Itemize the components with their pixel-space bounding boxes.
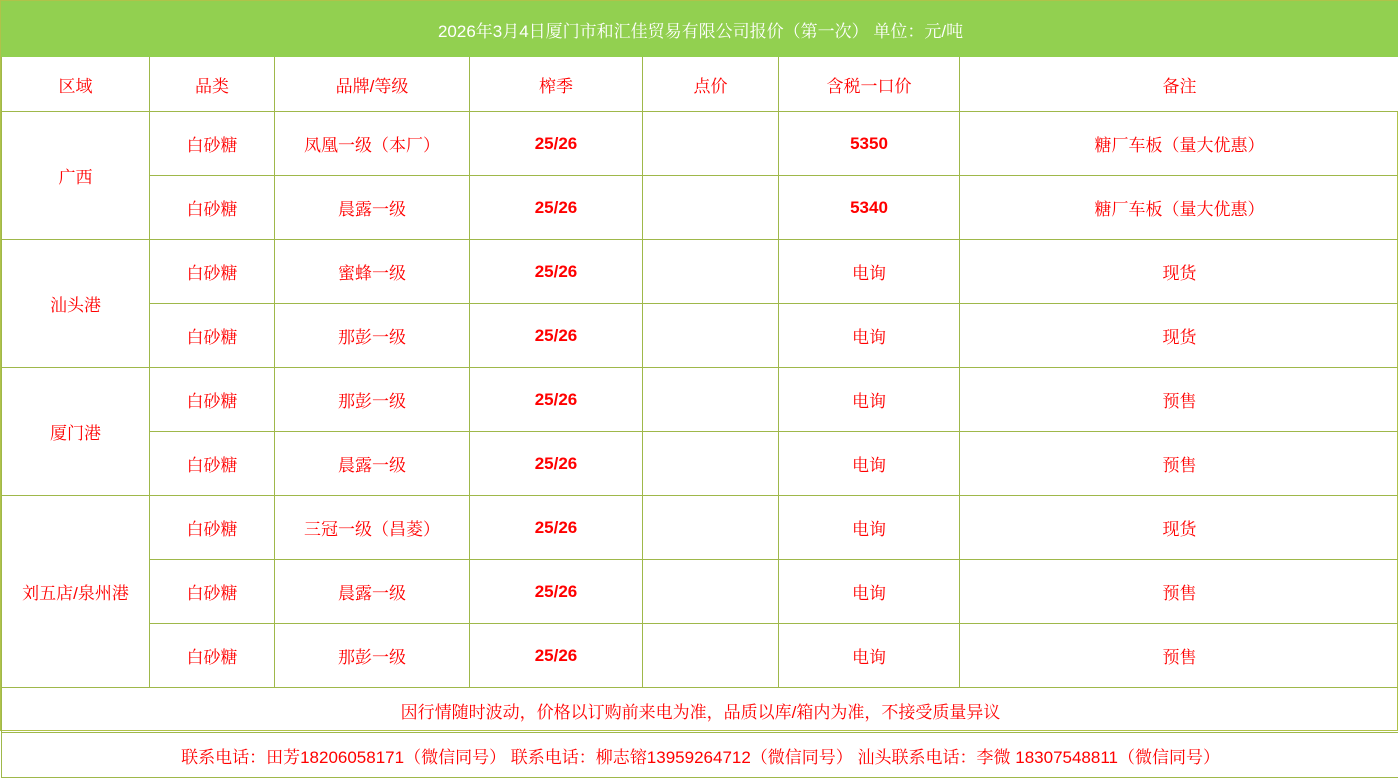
cell-tax-price: 电询	[779, 368, 960, 432]
cell-season: 25/26	[470, 112, 643, 176]
region-label-xiamen-port: 厦门港	[2, 368, 150, 496]
region-label-guangxi: 广西	[2, 112, 150, 240]
cell-category: 白砂糖	[150, 304, 275, 368]
column-header-spot-price: 点价	[643, 57, 779, 112]
table-row	[2, 560, 1398, 624]
cell-brand: 凤凰一级（本厂）	[275, 112, 470, 176]
cell-season: 25/26	[470, 176, 643, 240]
notice-text: 因行情随时波动，价格以订购前来电为准，品质以库/箱内为准，不接受质量异议	[2, 688, 1398, 733]
cell-category: 白砂糖	[150, 496, 275, 560]
column-header-region: 区域	[2, 57, 150, 112]
cell-remark: 预售	[960, 560, 1398, 624]
cell-brand: 晨露一级	[275, 432, 470, 496]
column-header-category: 品类	[150, 57, 275, 112]
quote-table	[1, 1, 1398, 778]
cell-remark: 现货	[960, 240, 1398, 304]
cell-remark: 糖厂车板（量大优惠）	[960, 112, 1398, 176]
column-header-season: 榨季	[470, 57, 643, 112]
cell-tax-price: 电询	[779, 432, 960, 496]
cell-spot-price	[643, 304, 779, 368]
table-row	[2, 432, 1398, 496]
cell-spot-price	[643, 176, 779, 240]
contacts-row	[2, 733, 1398, 778]
cell-season: 25/26	[470, 368, 643, 432]
cell-category: 白砂糖	[150, 560, 275, 624]
cell-brand: 蜜蜂一级	[275, 240, 470, 304]
notice-row	[2, 688, 1398, 733]
cell-tax-price: 电询	[779, 560, 960, 624]
header-row	[2, 57, 1398, 112]
cell-remark: 糖厂车板（量大优惠）	[960, 176, 1398, 240]
cell-spot-price	[643, 368, 779, 432]
table-row	[2, 496, 1398, 560]
cell-brand: 晨露一级	[275, 560, 470, 624]
cell-category: 白砂糖	[150, 240, 275, 304]
cell-category: 白砂糖	[150, 624, 275, 688]
table-row	[2, 624, 1398, 688]
column-header-brand-grade: 品牌/等级	[275, 57, 470, 112]
cell-tax-price: 电询	[779, 304, 960, 368]
cell-tax-price: 5350	[779, 112, 960, 176]
cell-spot-price	[643, 112, 779, 176]
cell-spot-price	[643, 496, 779, 560]
contacts-text: 联系电话：田芳18206058171（微信同号） 联系电话：柳志镕13959264712（微信同号） 汕头联系电话：李微 18307548811（微信同号）	[2, 733, 1398, 778]
quote-table-body	[2, 2, 1398, 778]
cell-brand: 那彭一级	[275, 304, 470, 368]
cell-season: 25/26	[470, 560, 643, 624]
cell-season: 25/26	[470, 496, 643, 560]
cell-tax-price: 电询	[779, 240, 960, 304]
column-header-remark: 备注	[960, 57, 1398, 112]
title-row	[2, 2, 1398, 57]
cell-spot-price	[643, 432, 779, 496]
cell-category: 白砂糖	[150, 368, 275, 432]
cell-season: 25/26	[470, 432, 643, 496]
cell-remark: 现货	[960, 304, 1398, 368]
cell-brand: 晨露一级	[275, 176, 470, 240]
cell-spot-price	[643, 240, 779, 304]
cell-category: 白砂糖	[150, 432, 275, 496]
region-label-shantou-port: 汕头港	[2, 240, 150, 368]
cell-tax-price: 电询	[779, 496, 960, 560]
quote-title: 2026年3月4日厦门市和汇佳贸易有限公司报价（第一次） 单位：元/吨	[2, 2, 1398, 57]
cell-season: 25/26	[470, 624, 643, 688]
cell-season: 25/26	[470, 304, 643, 368]
cell-category: 白砂糖	[150, 176, 275, 240]
cell-remark: 现货	[960, 496, 1398, 560]
region-label-liuwudian-quanzhou-port: 刘五店/泉州港	[2, 496, 150, 688]
cell-spot-price	[643, 624, 779, 688]
cell-tax-price: 电询	[779, 624, 960, 688]
cell-brand: 三冠一级（昌菱）	[275, 496, 470, 560]
cell-brand: 那彭一级	[275, 624, 470, 688]
cell-brand: 那彭一级	[275, 368, 470, 432]
table-row	[2, 240, 1398, 304]
column-header-tax-inclusive-price: 含税一口价	[779, 57, 960, 112]
cell-remark: 预售	[960, 368, 1398, 432]
cell-spot-price	[643, 560, 779, 624]
cell-tax-price: 5340	[779, 176, 960, 240]
cell-category: 白砂糖	[150, 112, 275, 176]
table-row	[2, 368, 1398, 432]
cell-remark: 预售	[960, 624, 1398, 688]
cell-season: 25/26	[470, 240, 643, 304]
table-row	[2, 112, 1398, 176]
table-row	[2, 304, 1398, 368]
cell-remark: 预售	[960, 432, 1398, 496]
table-row	[2, 176, 1398, 240]
